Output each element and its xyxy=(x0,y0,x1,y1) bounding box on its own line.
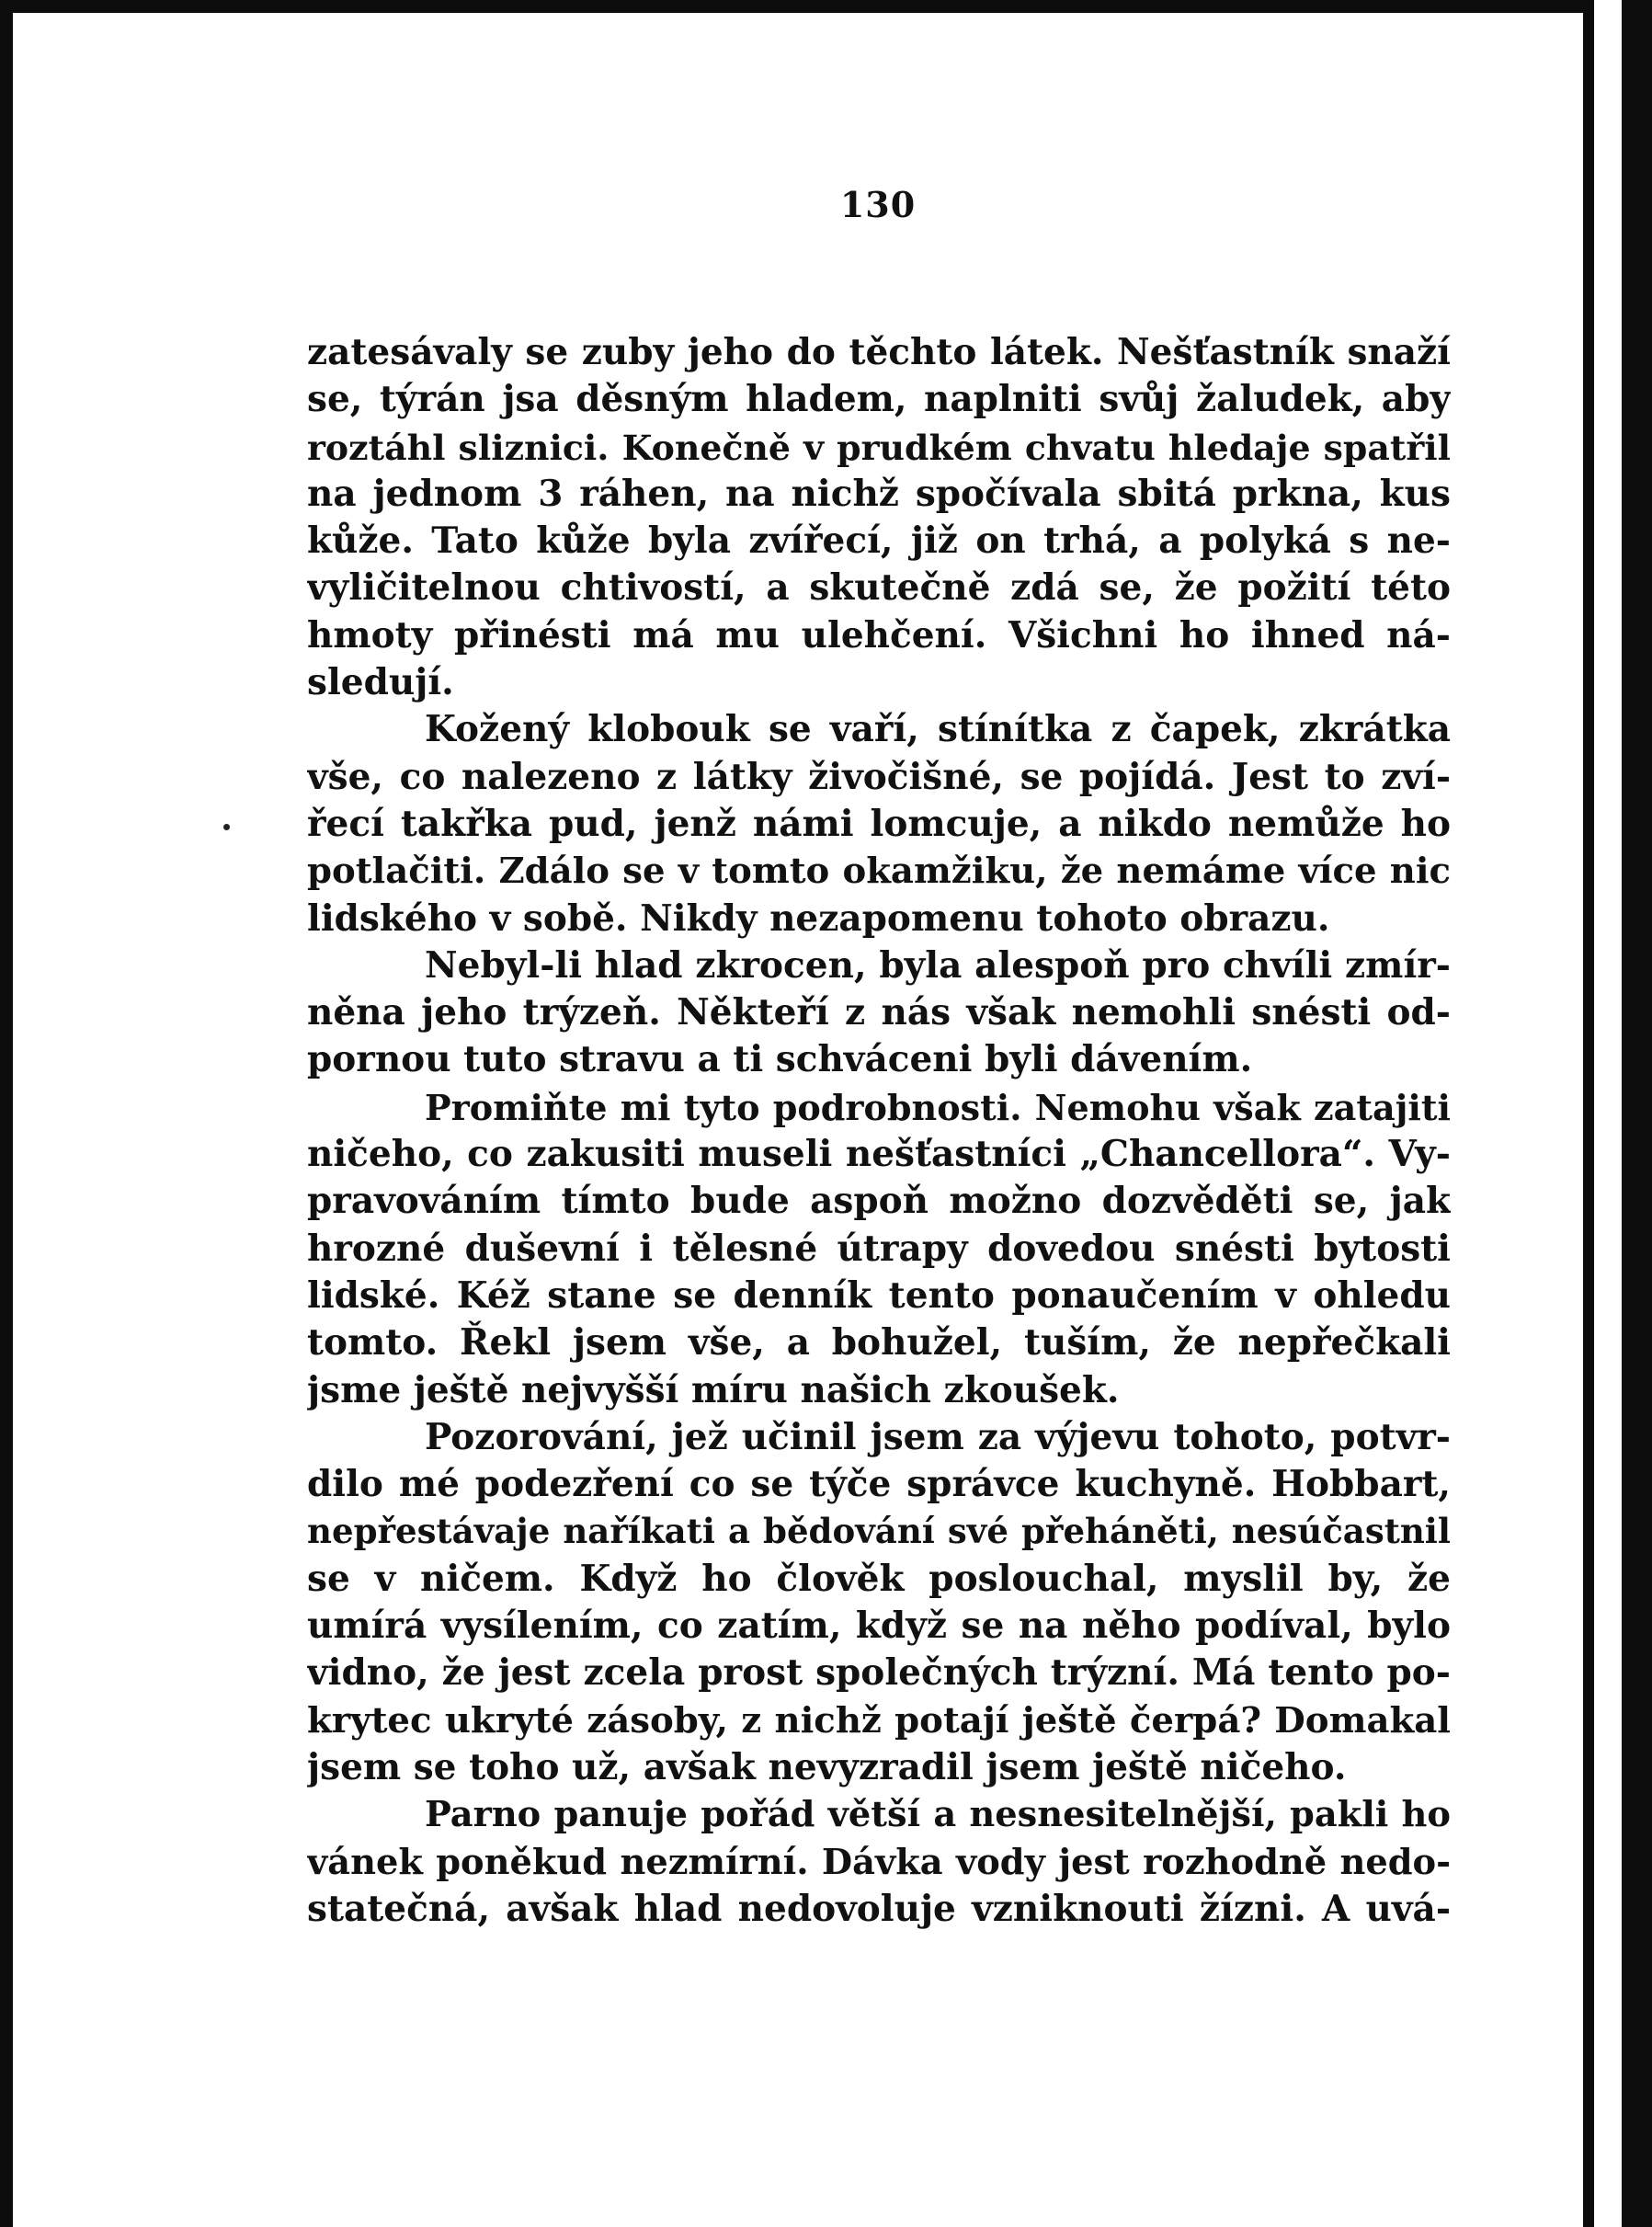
body-text xyxy=(307,329,1451,1933)
text-line: vyličitelnou chtivostí, a skutečně zdá se, že požití této xyxy=(307,566,1451,610)
text-line: tomto. Řekl jsem vše, a bohužel, tuším, že nepřečkali xyxy=(307,1321,1451,1365)
text-line: něna jeho trýzeň. Někteří z nás však nemohli snésti od- xyxy=(307,991,1451,1034)
text-line: potlačiti. Zdálo se v tomto okamžiku, že nemáme více nic xyxy=(307,851,1451,893)
text-line: Parno panuje pořád větší a nesnesitelnější, pakli ho xyxy=(425,1794,1451,1836)
text-line: kůže. Tato kůže byla zvířecí, již on trhá, a polyká s ne- xyxy=(307,520,1451,563)
text-line: vidno, že jest zcela prost společných trýzní. Má tento po- xyxy=(307,1651,1451,1695)
text-line: hmoty přinésti má mu ulehčení. Všichni ho ihned ná- xyxy=(307,613,1451,657)
text-line: lidského v sobě. Nikdy nezapomenu tohoto obrazu. xyxy=(307,897,1330,940)
text-line: se v ničem. Když ho člověk poslouchal, myslil by, že xyxy=(307,1557,1451,1600)
text-line: lidské. Kéž stane se denník tento ponaučením v ohledu xyxy=(307,1273,1451,1317)
text-line: zatesávaly se zuby jeho do těchto látek. Nešťastník snaží xyxy=(307,331,1451,373)
margin-speck xyxy=(223,824,230,830)
text-line: hrozné duševní i tělesné útrapy dovedou snésti bytosti xyxy=(307,1227,1451,1270)
scan-border-top xyxy=(0,0,1652,13)
text-line: Kožený klobouk se vaří, stínítka z čapek, zkrátka xyxy=(425,708,1451,751)
scan-border-left xyxy=(0,0,13,2227)
text-line: vše, co nalezeno z látky živočišné, se pojídá. Jest to zví- xyxy=(307,755,1451,798)
text-line: se, týrán jsa děsným hladem, naplniti svůj žaludek, aby xyxy=(307,378,1451,421)
text-line: Pozorování, jež učinil jsem za výjevu tohoto, potvr- xyxy=(425,1415,1451,1458)
text-line: krytec ukryté zásoby, z nichž potají ještě čerpá? Domakal xyxy=(307,1699,1451,1742)
text-line: jsme ještě nejvyšší míru našich zkoušek. xyxy=(307,1368,1120,1411)
text-line: pornou tuto stravu a ti schváceni byli dávením. xyxy=(307,1038,1253,1081)
page-number: 130 xyxy=(839,184,917,225)
text-line: řecí takřka pud, jenž námi lomcuje, a nikdo nemůže ho xyxy=(307,802,1451,845)
text-line: Nebyl-li hlad zkrocen, byla alespoň pro chvíli zmír- xyxy=(425,943,1451,987)
text-line: roztáhl sliznici. Konečně v prudkém chvatu hledaje spatřil xyxy=(307,426,1451,468)
text-line: umírá vysílením, co zatím, když se na něho podíval, bylo xyxy=(307,1605,1451,1648)
text-line: na jednom 3 ráhen, na nichž spočívala sbitá prkna, kus xyxy=(307,472,1451,515)
text-line: sledují. xyxy=(307,661,454,704)
text-line: ničeho, co zakusiti museli nešťastníci „Chancellora“. Vy- xyxy=(307,1133,1451,1176)
text-line: jsem se toho už, avšak nevyzradil jsem ještě ničeho. xyxy=(307,1745,1347,1788)
text-line: nepřestávaje naříkati a bědování své přeháněti, nesúčastnil xyxy=(307,1511,1451,1552)
text-line: dilo mé podezření co se týče správce kuchyně. Hobbart, xyxy=(307,1463,1451,1506)
text-line: statečná, avšak hlad nedovoluje vzniknouti žízni. A uvá- xyxy=(307,1887,1451,1930)
text-line: Promiňte mi tyto podrobnosti. Nemohu však zatajiti xyxy=(425,1086,1451,1128)
text-line: vánek poněkud nezmírní. Dávka vody jest rozhodně nedo- xyxy=(307,1841,1451,1883)
scan-gutter xyxy=(1594,0,1622,2227)
text-line: pravováním tímto bude aspoň možno dozvěděti se, jak xyxy=(307,1180,1451,1223)
